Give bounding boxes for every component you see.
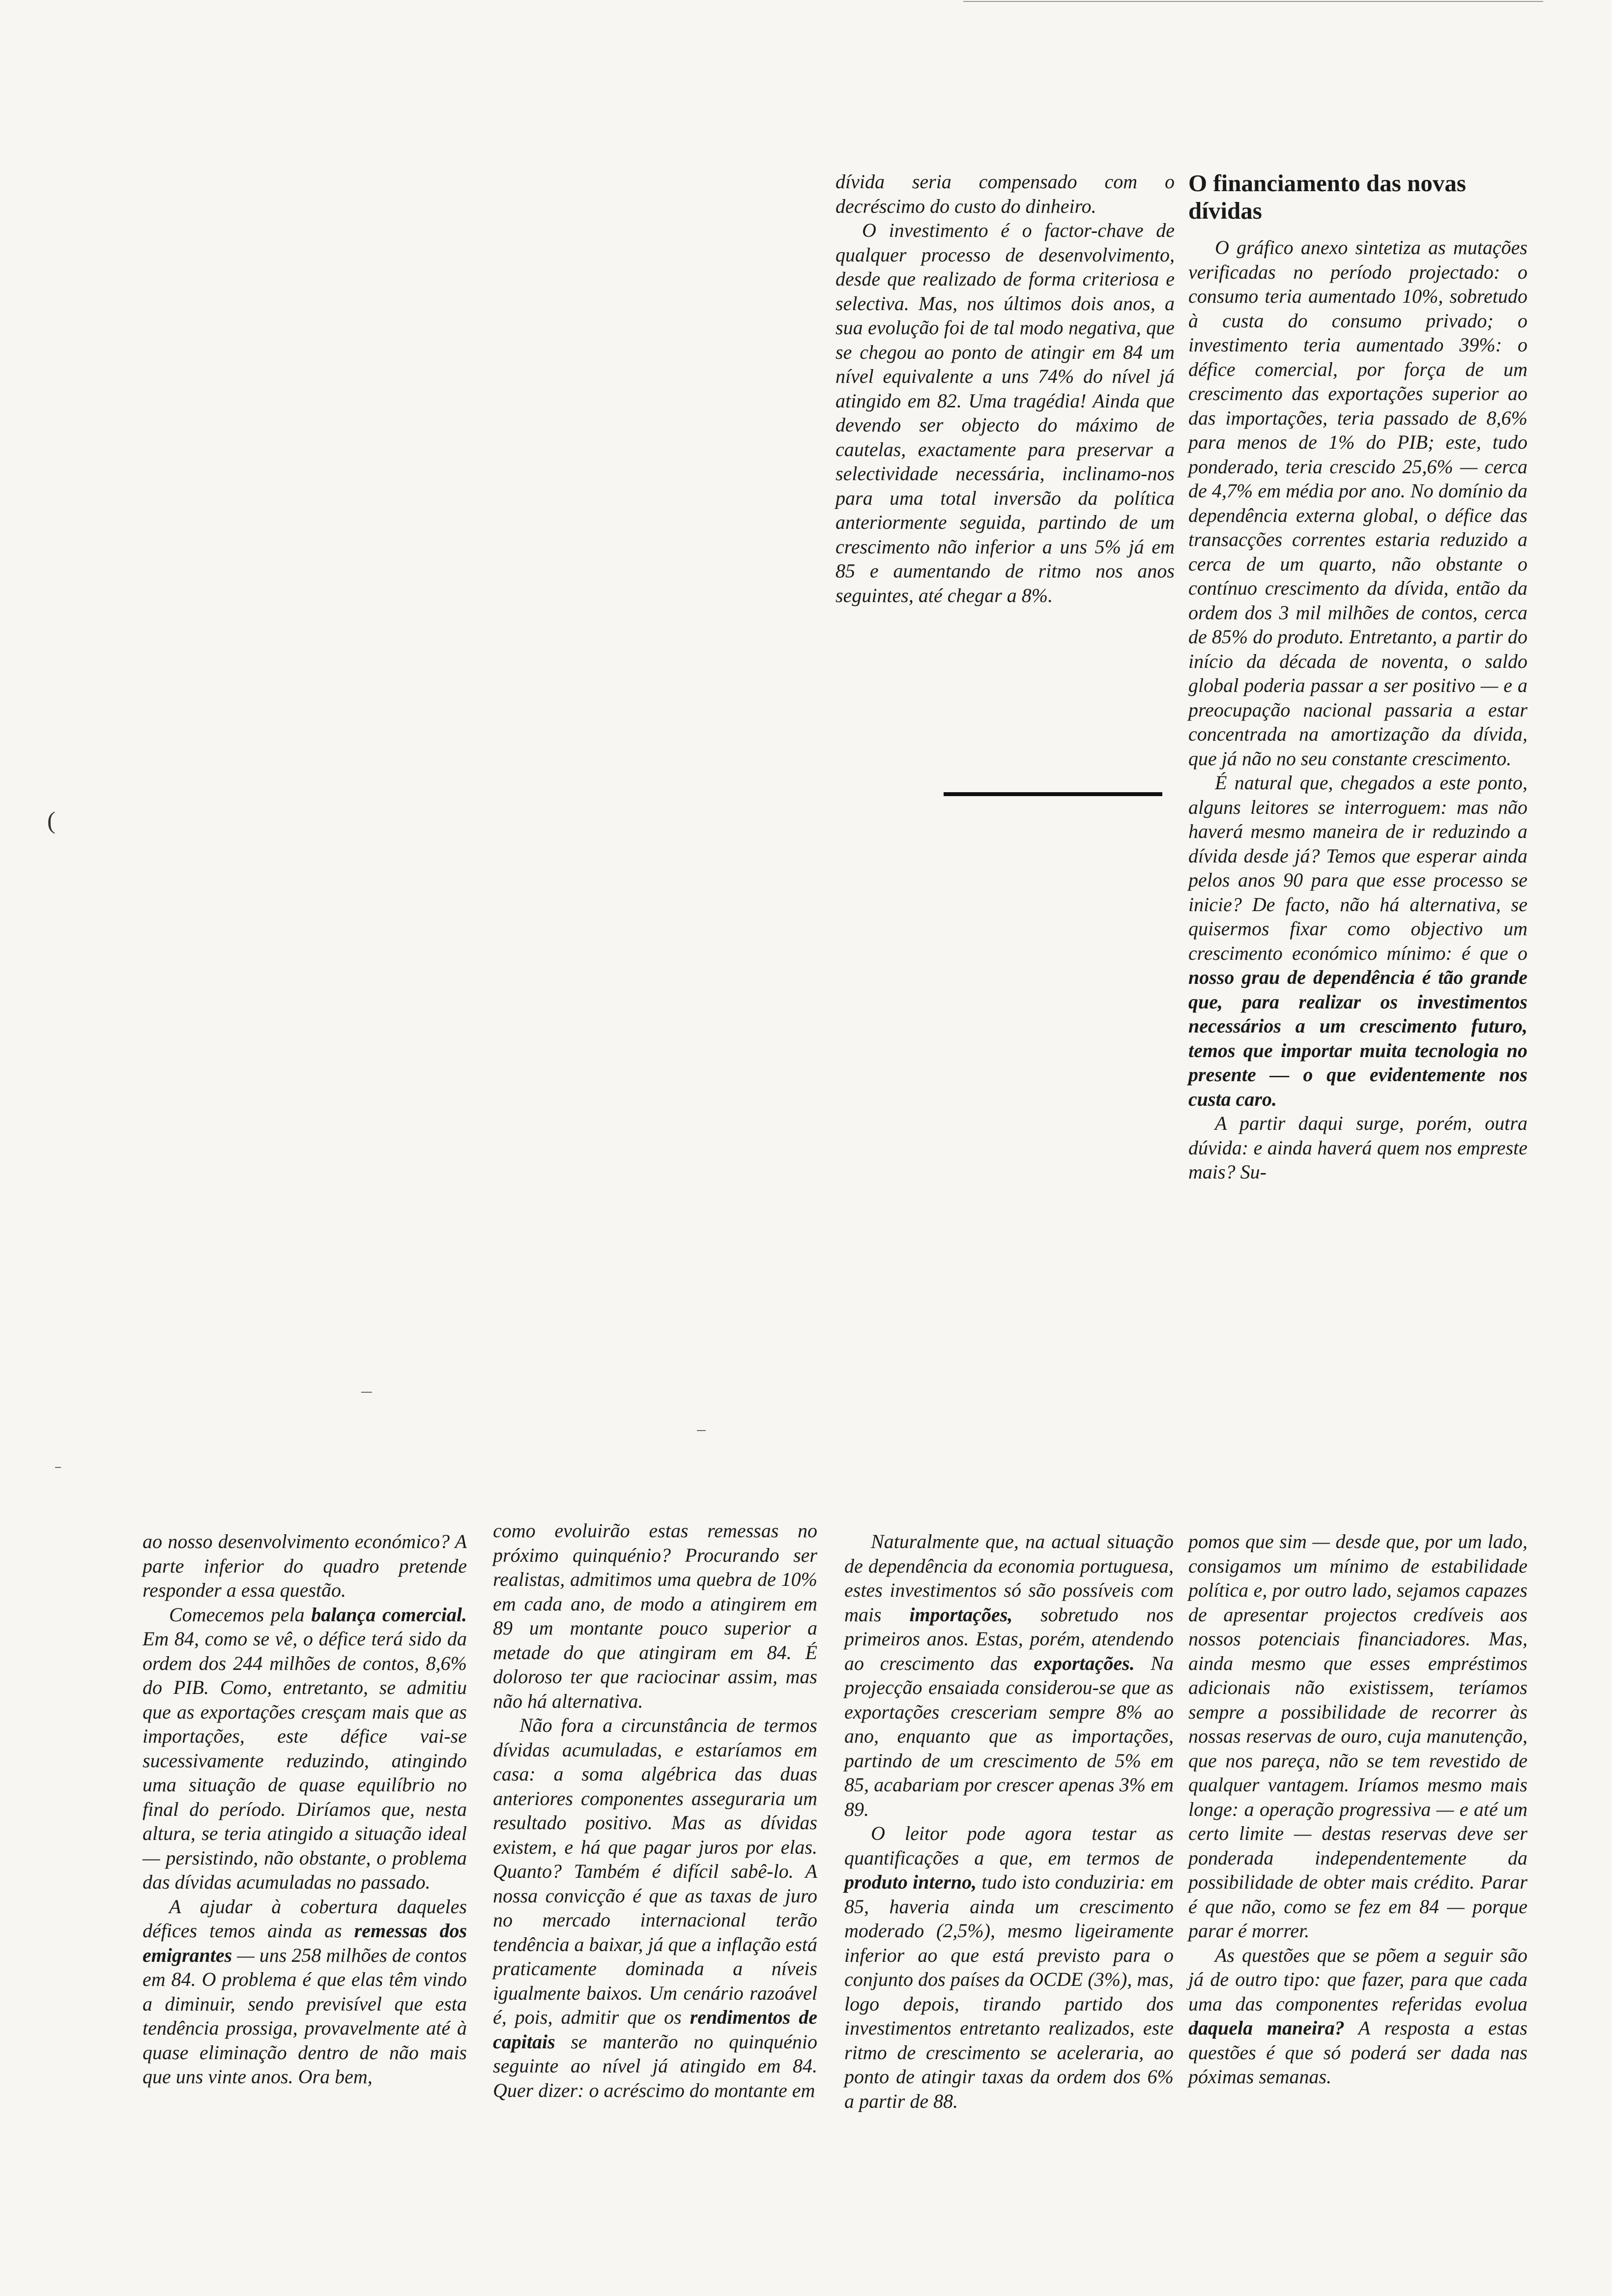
paragraph: Não fora a circunstância de termos dívidas acumuladas, e estaríamos em casa: a soma algébrica das duas anteriores componentes asseguraria um resultado positivo. Mas as dívidas existem, e há que pagar juros por elas. Quanto? Também é difícil sabê-lo. A nossa convicção é que as taxas de juro no mercado internacional terão tendência a baixar, já que a inflação está praticamente dominada a níveis igualmente baixos. Um cenário razoável é, pois, admitir que os rendimentos de capitais se manterão no quinquénio seguinte ao nível já atingido em 84. Quer dizer: o acréscimo do montante em bbox=[493, 1714, 817, 2101]
paragraph: O investimento é o factor-chave de qualquer processo de desenvolvimento, desde que realizado de forma criteriosa e selectiva. Mas, nos últimos dois anos, a sua evolução foi de tal modo negativa, que se chegou ao ponto de atingir em 84 um nível equivalente a uns 74% do nível já atingido em 82. Uma tragédia! Ainda que devendo ser objecto do máximo de cautelas, exactamente para preservar a selectividade necessária, inclinamo-nos para uma total inversão da política anteriormente seguida, partindo de um crescimento não inferior a uns 5% já em 85 e aumentando de ritmo nos anos seguintes, até chegar a 8%. bbox=[835, 219, 1175, 606]
column-3-top bbox=[835, 170, 1175, 607]
paragraph: dívida seria compensado com o decréscimo do custo do dinheiro. bbox=[835, 171, 1175, 217]
paragraph: como evoluirão estas remessas no próximo quinquénio? Procurando ser realistas, admitimos uma quebra de 10% em cada ano, de modo a atingirem em 89 um montante pouco superior a metade do que atingiram em 84. É doloroso ter que raciocinar assim, mas não há alternativa. bbox=[493, 1520, 817, 1712]
column-3-bottom bbox=[844, 1529, 1174, 2113]
paragraph: O gráfico anexo sintetiza as mutações verificadas no período projectado: o consumo teria aumentado 10%, sobretudo à custa do consumo privado; o investimento teria aumentado 39%: o défice comercial, por força de um crescimento das exportações superior ao das importações, teria passado de 8,6% para menos de 1% do PIB; este, tudo ponderado, teria crescido 25,6% — cerca de 4,7% em média por ano. No domínio da dependência externa global, o défice das transacções correntes estaria reduzido a cerca de um quarto, não obstante o contínuo crescimento da dívida, então da ordem dos 3 mil milhões de contos, cerca de 85% do produto. Entretanto, a partir do início da década de noventa, o saldo global poderia passar a ser positivo — e a preocupação nacional passaria a estar concentrada na amortização da dívida, que já não no seu constante crescimento. bbox=[1188, 236, 1527, 770]
column-end-rule bbox=[944, 792, 1162, 796]
paragraph: A partir daqui surge, porém, outra dúvida: e ainda haverá quem nos empreste mais? Su- bbox=[1188, 1112, 1527, 1183]
paragraph: Naturalmente que, na actual situação de dependência da economia portuguesa, estes investimentos só são possíveis com mais importações, sobretudo nos primeiros anos. Estas, porém, atendendo ao crescimento das exportações. Na projecção ensaiada considerou-se que as exportações cresceriam sempre 8% ao ano, enquanto que as importações, partindo de um crescimento de 5% em 85, acabariam por crescer apenas 3% em 89. bbox=[844, 1530, 1174, 1820]
speck bbox=[55, 1467, 61, 1468]
speck bbox=[697, 1430, 706, 1431]
margin-mark: ( bbox=[47, 806, 56, 834]
paragraph: O leitor pode agora testar as quantificações a que, em termos de produto interno, tudo isto conduziria: em 85, haveria ainda um crescimento moderado (2,5%), mesmo ligeiramente inferior ao que está previsto para o conjunto dos países da OCDE (3%), mas, logo depois, tirando partido dos investimentos entretanto realizados, este ritmo de crescimento se aceleraria, ao ponto de atingir taxas da ordem dos 6% a partir de 88. bbox=[844, 1822, 1174, 2112]
paragraph: As questões que se põem a seguir são já de outro tipo: que fazer, para que cada uma das componentes referidas evolua daquela maneira? A resposta a estas questões é que só poderá ser dada nas póximas semanas. bbox=[1188, 1944, 1528, 2088]
column-2-bottom bbox=[493, 1519, 817, 2102]
column-4-bottom bbox=[1188, 1529, 1527, 2089]
paragraph: É natural que, chegados a este ponto, alguns leitores se interroguem: mas não haverá mesmo maneira de ir reduzindo a dívida desde já? Temos que esperar ainda pelos anos 90 para que esse processo se inicie? De facto, não há alternativa, se quisermos fixar como objectivo um crescimento económico mínimo: é que o nosso grau de dependência é tão grande que, para realizar os investimentos necessários a um crescimento futuro, temos que importar muita tecnologia no presente — o que evidentemente nos custa caro. bbox=[1188, 772, 1527, 1110]
speck bbox=[361, 1392, 372, 1393]
paragraph: ao nosso desenvolvimento económico? A parte inferior do quadro pretende responder a essa questão. bbox=[143, 1530, 467, 1601]
section-heading: O financiamento das novas dívidas bbox=[1188, 170, 1466, 224]
column-4-top bbox=[1188, 170, 1527, 1184]
paragraph: A ajudar à cobertura daqueles défices temos ainda as remessas dos emigrantes — uns 258 milhões de contos em 84. O problema é que elas têm vindo a diminuir, sendo previsível que esta tendência prossiga, provavelmente até à quase eliminação dentro de não mais que uns vinte anos. Ora bem, bbox=[143, 1895, 467, 2088]
paragraph: pomos que sim — desde que, por um lado, consigamos um mínimo de estabilidade política e, por outro lado, sejamos capazes de apresentar projectos credíveis aos nossos potenciais financiadores. Mas, ainda mesmo que esses empréstimos adicionais não existissem, teríamos sempre a possibilidade de recorrer às nossas reservas de ouro, cuja manutenção, que nos pareça, não se tem revestido de qualquer vantagem. Iríamos mesmo mais longe: a operação progressiva — e até um certo limite — destas reservas deve ser ponderada independentemente da possibilidade de obter mais crédito. Parar é que não, como se fez em 84 — porque parar é morrer. bbox=[1188, 1530, 1527, 1942]
paragraph: Comecemos pela balança comercial. Em 84, como se vê, o défice terá sido da ordem dos 244 milhões de contos, 8,6% do PIB. Como, entretanto, se admitiu que as exportações cresçam mais que as importações, este défice vai-se sucessivamente reduzindo, atingindo uma situação de quase equilíbrio no final do período. Diríamos que, nesta altura, se teria atingido a situação ideal — persistindo, não obstante, o problema das dívidas acumuladas no passado. bbox=[143, 1603, 467, 1893]
top-rule bbox=[963, 1, 1543, 2]
column-1-bottom bbox=[143, 1529, 467, 2089]
